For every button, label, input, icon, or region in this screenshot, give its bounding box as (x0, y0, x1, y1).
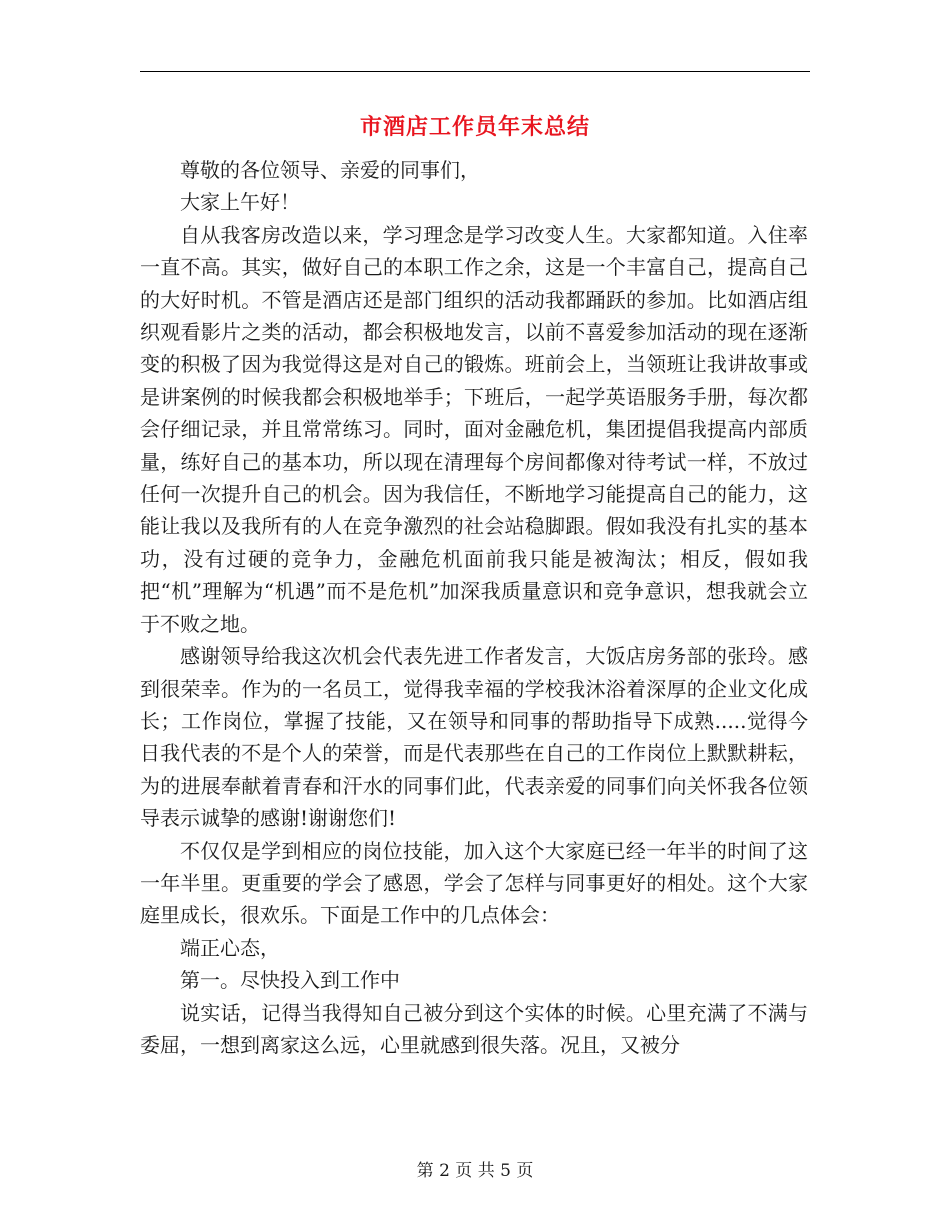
header-rule (140, 71, 810, 72)
section-heading: 第一。尽快投入到工作中 (180, 968, 400, 993)
greeting-paragraph: 大家上午好！ (180, 190, 300, 215)
body-paragraph: 自从我客房改造以来，学习理念是学习改变人生。大家都知道。入住率一直不高。其实，做好自己的本职工作之余，这是一个丰富自己，提高自己的大好时机。不管是酒店还是部门组织的活动我都踊跃的参加。比如酒店组织观看影片之类的活动，都会积极地发言，以前不喜爱参加活动的现在逐渐变的积极了因为我觉得这是对自己的锻炼。班前会上，当领班让我讲故事或是讲案例的时候我都会积极地举手；下班后，一起学英语服务手册，每次都会仔细记录，并且常常练习。同时，面对金融危机，集团提倡我提高内部质量，练好自己的基本功，所以现在清理每个房间都像对待考试一样，不放过任何一次提升自己的机会。因为我信任，不断地学习能提高自己的能力，这能让我以及我所有的人在竞争激烈的社会站稳脚跟。假如我没有扎实的基本功，没有过硬的竞争力，金融危机面前我只能是被淘汰；相反，假如我把“机”理解为“机遇”而不是危机”加深我质量意识和竞争意识，想我就会立于不败之地。 (140, 222, 808, 636)
section-heading: 端正心态， (180, 935, 280, 960)
document-body (140, 154, 808, 1061)
body-paragraph: 说实话，记得当我得知自己被分到这个实体的时候。心里充满了不满与委屈，一想到离家这么远，心里就感到很失落。况且，又被分 (140, 1000, 808, 1057)
body-paragraph: 不仅仅是学到相应的岗位技能，加入这个大家庭已经一年半的时间了这一年半里。更重要的学会了感恩，学会了怎样与同事更好的相处。这个大家庭里成长，很欢乐。下面是工作中的几点体会： (140, 838, 808, 928)
body-paragraph: 感谢领导给我这次机会代表先进工作者发言，大饭店房务部的张玲。感到很荣幸。作为的一名员工，觉得我幸福的学校我沐浴着深厚的企业文化成长；工作岗位，掌握了技能，又在领导和同事的帮助指导下成熟.....觉得今日我代表的不是个人的荣誉，而是代表那些在自己的工作岗位上默默耕耘，为的进展奉献着青春和汗水的同事们此，代表亲爱的同事们向关怀我各位领导表示诚挚的感谢!谢谢您们! (140, 644, 808, 831)
document-title: 市酒店工作员年末总结 (359, 115, 590, 140)
page-footer: 第 2 页 共 5 页 (416, 1161, 534, 1181)
salutation-paragraph: 尊敬的各位领导、亲爱的同事们， (180, 158, 480, 182)
